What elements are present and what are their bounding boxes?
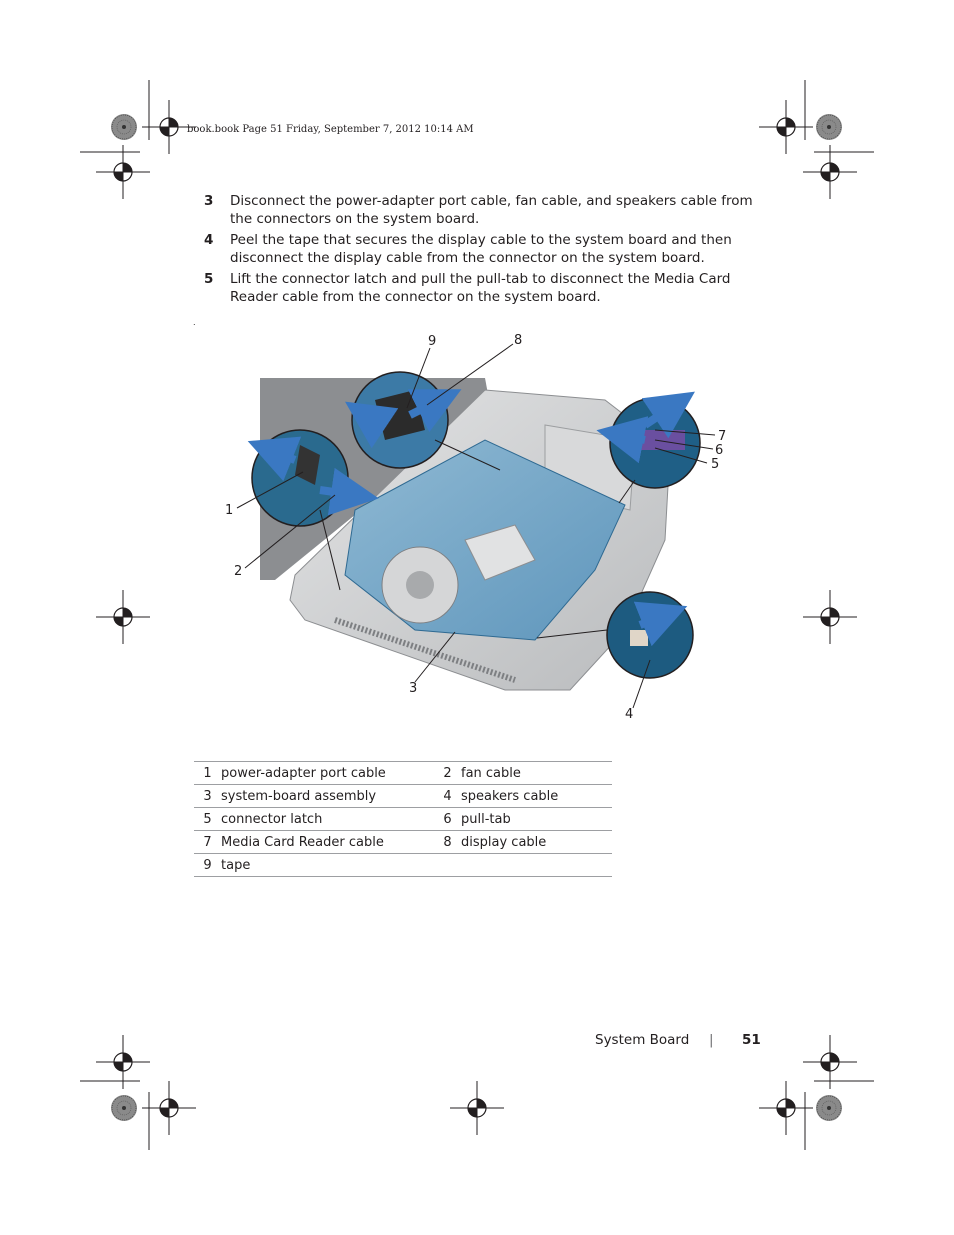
fan-hub <box>406 571 434 599</box>
callout-8: 8 <box>514 333 523 348</box>
callout-4: 4 <box>625 707 634 722</box>
callout-1: 1 <box>225 503 234 518</box>
step-item <box>204 231 764 267</box>
legend-number: 2 <box>434 762 461 785</box>
legend-label: system-board assembly <box>221 785 434 808</box>
legend-label: fan cable <box>461 762 612 785</box>
inset-speakers <box>607 592 693 678</box>
inset-power-fan <box>252 430 348 526</box>
legend-number: 6 <box>434 808 461 831</box>
step-item <box>204 192 764 228</box>
inset-speaker-connector <box>630 630 648 646</box>
step-text: Disconnect the power-adapter port cable, fan cable, and speakers cable from the connectors on the system board. <box>230 193 753 227</box>
footer-separator: | <box>709 1032 714 1048</box>
legend-number <box>434 854 461 877</box>
legend-label: tape <box>221 854 434 877</box>
legend-number: 1 <box>194 762 221 785</box>
table-row <box>194 854 612 877</box>
callout-3: 3 <box>409 681 418 696</box>
legend-label: pull-tab <box>461 808 612 831</box>
arrow-icon <box>620 435 645 440</box>
callout-5: 5 <box>711 457 720 472</box>
step-number: 3 <box>204 193 214 209</box>
step-number: 4 <box>204 232 214 248</box>
callout-2: 2 <box>234 564 243 579</box>
legend-label: power-adapter port cable <box>221 762 434 785</box>
step-item <box>204 270 764 306</box>
print-header-info: book.book Page 51 Friday, September 7, 2012 10:14 AM <box>187 124 474 135</box>
step-number: 5 <box>204 271 214 287</box>
legend-number: 4 <box>434 785 461 808</box>
step-text: Peel the tape that secures the display cable to the system board and then disconnect the display cable from the connector on the system board. <box>230 232 732 266</box>
legend-number: 3 <box>194 785 221 808</box>
callout-9: 9 <box>428 334 437 349</box>
legend-number: 7 <box>194 831 221 854</box>
callout-7: 7 <box>718 429 727 444</box>
procedure-steps <box>204 192 764 309</box>
callout-6: 6 <box>715 443 724 458</box>
figure-dot: . <box>193 318 196 327</box>
callout-legend-table <box>194 761 612 877</box>
table-row <box>194 808 612 831</box>
table-row <box>194 831 612 854</box>
legend-label: connector latch <box>221 808 434 831</box>
step-text: Lift the connector latch and pull the pull-tab to disconnect the Media Card Reader cable from the connector on the system board. <box>230 271 731 305</box>
system-board-illustration <box>215 330 735 730</box>
legend-number: 9 <box>194 854 221 877</box>
footer-page-number: 51 <box>742 1032 761 1048</box>
legend-number: 8 <box>434 831 461 854</box>
legend-label: Media Card Reader cable <box>221 831 434 854</box>
legend-label: speakers cable <box>461 785 612 808</box>
table-row <box>194 762 612 785</box>
legend-label: display cable <box>461 831 612 854</box>
table-row <box>194 785 612 808</box>
legend-label <box>461 854 612 877</box>
footer-section-title: System Board <box>595 1032 690 1048</box>
legend-number: 5 <box>194 808 221 831</box>
arrow-icon <box>320 490 355 495</box>
